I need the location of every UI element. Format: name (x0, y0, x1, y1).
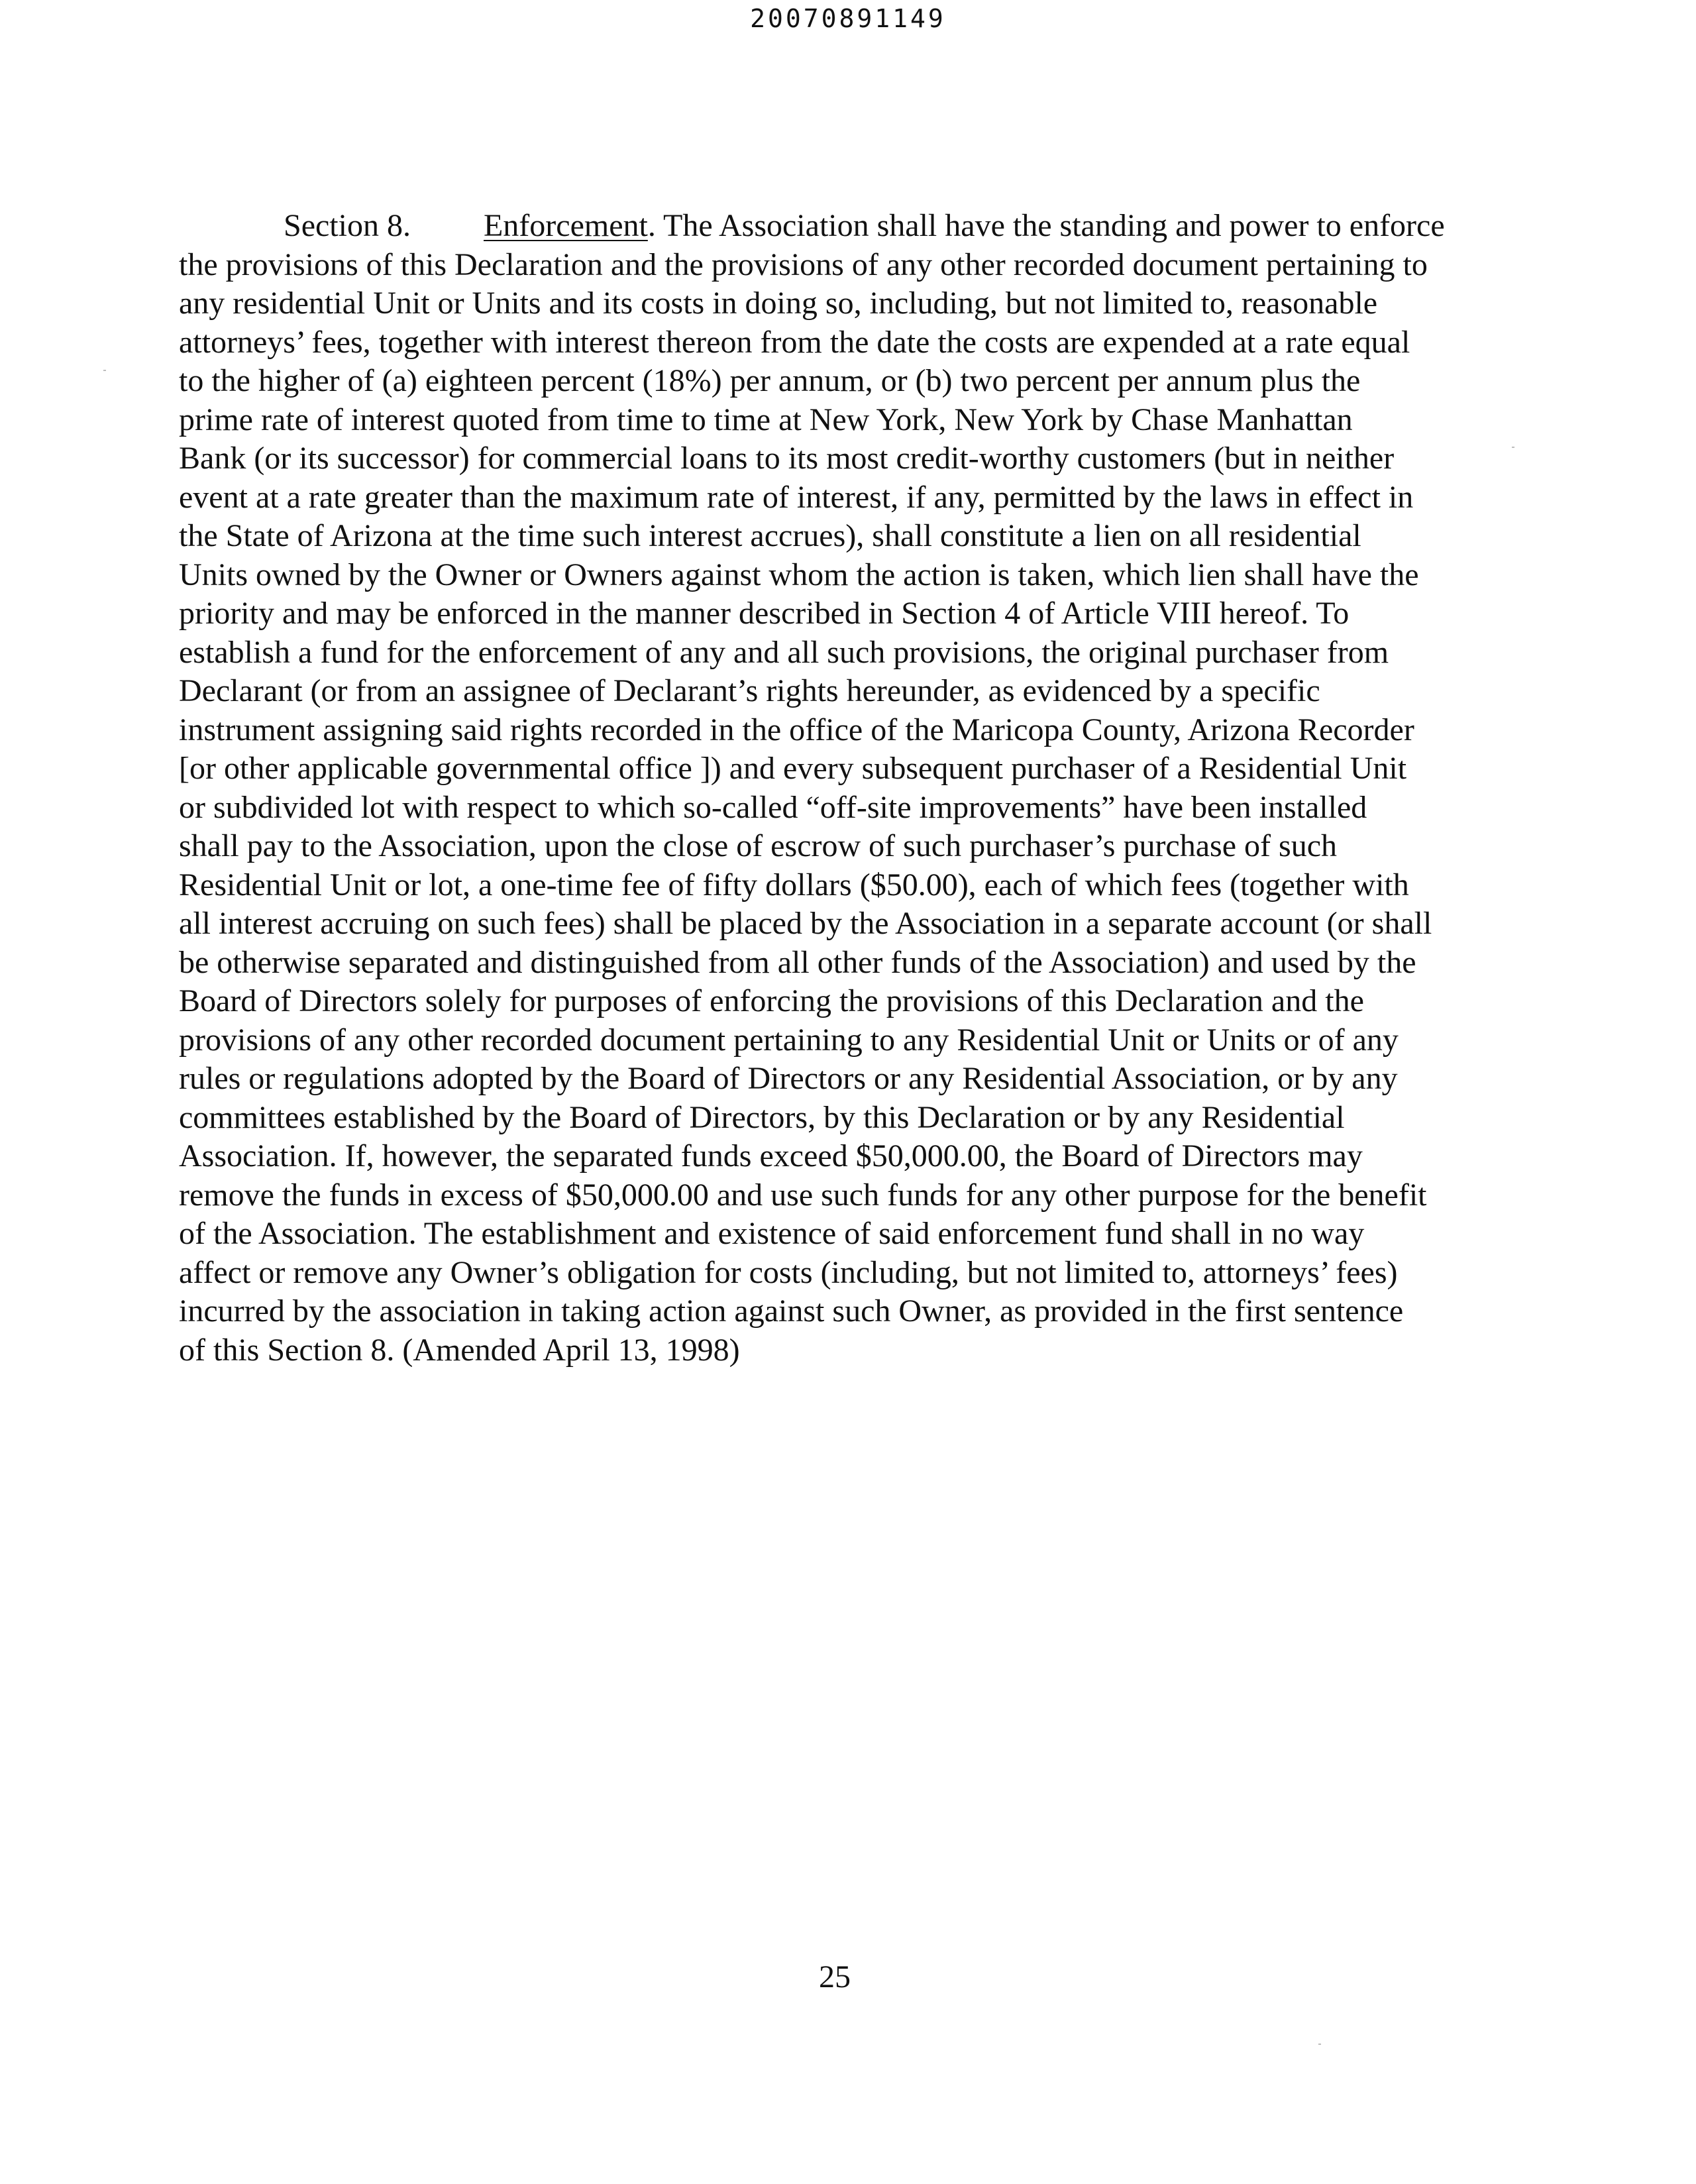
paragraph-text: . The Association shall have the standing and power to enforce (647, 208, 1445, 243)
section-heading: Enforcement (483, 208, 648, 243)
paragraph-line: to the higher of (a) eighteen percent (18%) per annum, or (b) two percent per annum plus the (179, 363, 1361, 398)
paragraph-line: Association. If, however, the separated funds exceed $50,000.00, the Board of Directors may (179, 1138, 1363, 1174)
paragraph-line: of the Association. The establishment and existence of said enforcement fund shall in no way (179, 1216, 1365, 1251)
paragraph-line: or subdivided lot with respect to which so-called “off-site improvements” have been installed (179, 789, 1367, 825)
paragraph-line: instrument assigning said rights recorded in the office of the Maricopa County, Arizona Recorder (179, 712, 1414, 747)
section-label: Section 8. (284, 208, 411, 243)
paragraph-line: rules or regulations adopted by the Board of Directors or any Residential Association, or by any (179, 1061, 1398, 1096)
paragraph-line: incurred by the association in taking action against such Owner, as provided in the first sentence (179, 1293, 1404, 1329)
paragraph-line: of this Section 8. (Amended April 13, 1998) (179, 1332, 740, 1368)
paragraph-line: any residential Unit or Units and its costs in doing so, including, but not limited to, reasonable (179, 286, 1378, 321)
paragraph-line: establish a fund for the enforcement of any and all such provisions, the original purchaser from (179, 634, 1389, 670)
paragraph-line: all interest accruing on such fees) shall be placed by the Association in a separate account (or shall (179, 906, 1432, 941)
paragraph-line: Board of Directors solely for purposes of enforcing the provisions of this Declaration and the (179, 983, 1364, 1018)
paragraph-line: priority and may be enforced in the manner described in Section 4 of Article VIII hereof. To (179, 596, 1350, 631)
paragraph-line: remove the funds in excess of $50,000.00 and use such funds for any other purpose for the benefit (179, 1177, 1427, 1213)
paragraph-line: affect or remove any Owner’s obligation for costs (including, but not limited to, attorneys’ fees) (179, 1254, 1398, 1290)
scan-speck (1512, 447, 1514, 448)
paragraph-line: Residential Unit or lot, a one-time fee of fifty dollars ($50.00), each of which fees (together with (179, 867, 1409, 902)
paragraph-line: Bank (or its successor) for commercial loans to its most credit-worthy customers (but in neither (179, 441, 1395, 476)
section-8-paragraph (179, 207, 1504, 1370)
paragraph-line: attorneys’ fees, together with interest thereon from the date the costs are expended at a rate equal (179, 324, 1410, 360)
paragraph-line: prime rate of interest quoted from time to time at New York, New York by Chase Manhattan (179, 402, 1353, 437)
scan-speck (1318, 2044, 1321, 2045)
document-number: 20070891149 (750, 4, 946, 33)
paragraph-line: the provisions of this Declaration and the provisions of any other recorded document pertaining to (179, 246, 1428, 282)
paragraph-line: committees established by the Board of Directors, by this Declaration or by any Residential (179, 1099, 1345, 1135)
paragraph-line (179, 207, 1504, 246)
paragraph-line: Units owned by the Owner or Owners against whom the action is taken, which lien shall have the (179, 557, 1419, 592)
paragraph-line: Declarant (or from an assignee of Declarant’s rights hereunder, as evidenced by a specific (179, 673, 1320, 708)
page-number: 25 (819, 1959, 851, 1994)
paragraph-line: be otherwise separated and distinguished from all other funds of the Association) and used by the (179, 944, 1416, 980)
paragraph-line: the State of Arizona at the time such interest accrues), shall constitute a lien on all residential (179, 518, 1361, 553)
paragraph-line: event at a rate greater than the maximum rate of interest, if any, permitted by the laws in effect in (179, 479, 1414, 515)
paragraph-line: shall pay to the Association, upon the close of escrow of such purchaser’s purchase of such (179, 828, 1337, 863)
paragraph-line: [or other applicable governmental office ]) and every subsequent purchaser of a Residential Unit (179, 751, 1407, 786)
scan-speck (103, 370, 106, 371)
paragraph-line: provisions of any other recorded document pertaining to any Residential Unit or Units or of any (179, 1022, 1399, 1058)
